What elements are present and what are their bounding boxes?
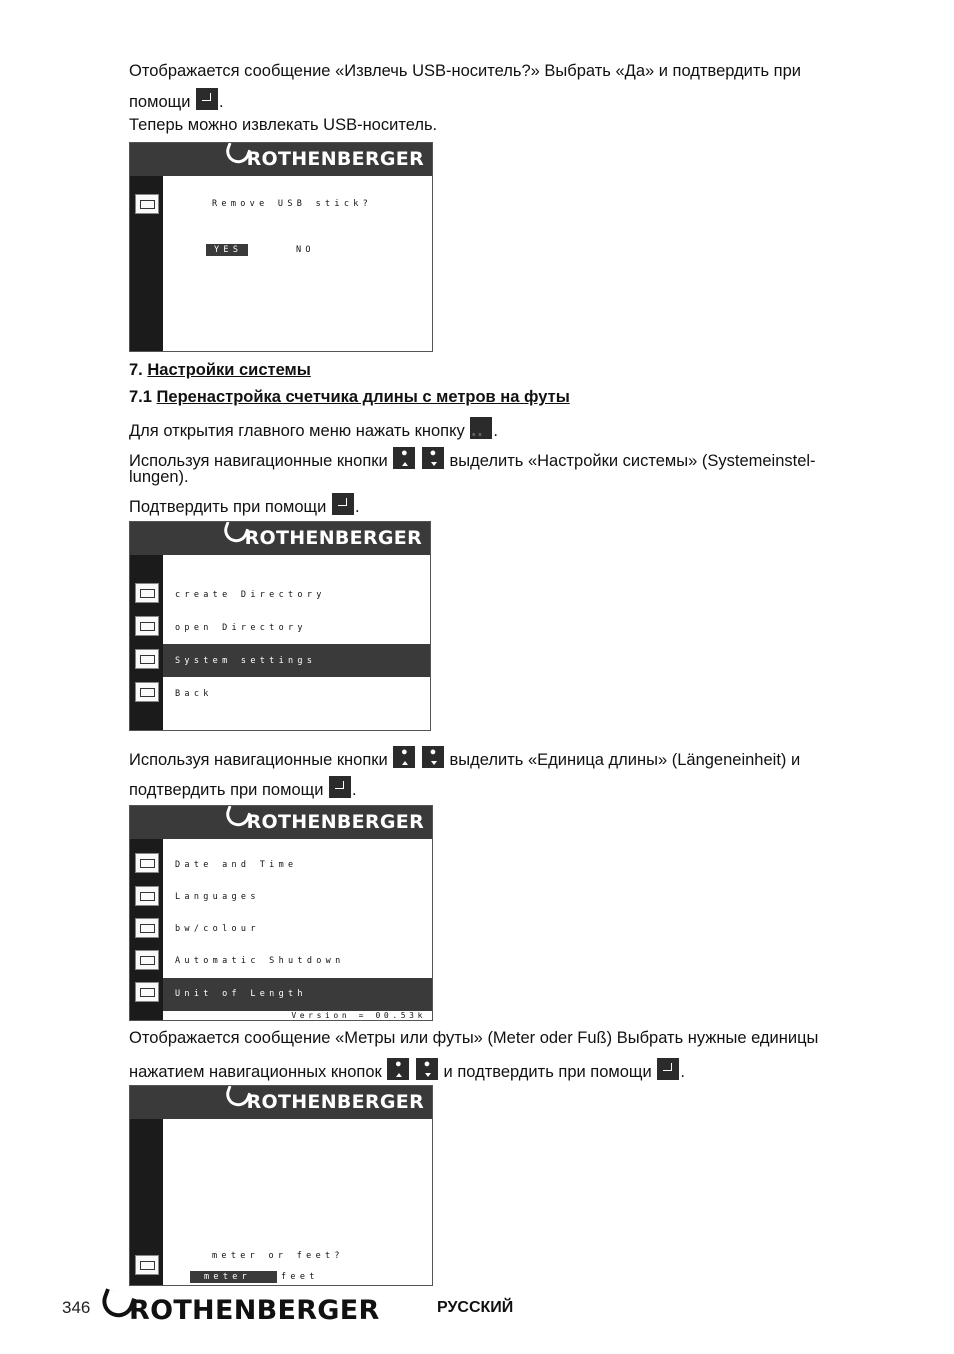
para-meters-feet-post: . bbox=[680, 1063, 685, 1081]
menu-item-unit-of-length[interactable]: Unit of Length bbox=[175, 989, 307, 999]
back-arrow-icon bbox=[135, 682, 159, 702]
feet-option[interactable]: feet bbox=[281, 1272, 319, 1282]
screen-header-bar bbox=[130, 143, 432, 176]
enter-key-icon bbox=[332, 493, 354, 515]
para-meters-feet-line-1: Отображается сообщение «Метры или футы» (Meter oder Fuß) Выбрать нужные единицы bbox=[129, 1029, 819, 1047]
nav-down-key-icon: ● bbox=[422, 447, 444, 469]
para-navigate-2 bbox=[129, 746, 800, 770]
para-navigate-2-line-2 bbox=[129, 776, 357, 800]
menu-item-bw-colour[interactable]: bw/colour bbox=[175, 924, 260, 934]
para-navigate-1-post: выделить «Настройки системы» (Systemeinstel- bbox=[449, 452, 816, 470]
menu-item-automatic-shutdown[interactable]: Automatic Shutdown bbox=[175, 956, 345, 966]
rothenberger-logo bbox=[225, 809, 424, 833]
open-directory-icon bbox=[135, 616, 159, 636]
rothenberger-logo bbox=[223, 525, 422, 549]
section-7-number: 7. bbox=[129, 361, 143, 379]
section-7-heading bbox=[129, 360, 311, 380]
logo-text: ROTHENBERGER bbox=[246, 148, 424, 170]
meter-option[interactable]: meter bbox=[190, 1271, 277, 1283]
enter-key-icon bbox=[657, 1058, 679, 1080]
screen-header-bar bbox=[130, 1086, 432, 1119]
meter-or-feet-message: meter or feet? bbox=[212, 1251, 344, 1261]
para-confirm-text: Подтвердить при помощи bbox=[129, 498, 327, 516]
clock-icon bbox=[135, 853, 159, 873]
device-screen-system-settings bbox=[129, 805, 433, 1021]
nav-up-key-icon: ● bbox=[393, 447, 415, 469]
screen-header-bar bbox=[130, 522, 430, 555]
device-screen-meter-or-feet bbox=[129, 1085, 433, 1286]
section-7-title: Настройки системы bbox=[147, 361, 311, 379]
nav-down-key-icon: ● bbox=[422, 746, 444, 768]
para-navigate-2-post: выделить «Единица длины» (Längeneinheit) и bbox=[449, 751, 801, 769]
settings-gears-icon bbox=[135, 649, 159, 669]
para-navigate-1 bbox=[129, 447, 816, 471]
unit-of-length-icon bbox=[135, 1255, 159, 1275]
remove-usb-message: Remove USB stick? bbox=[212, 199, 373, 209]
para-meters-feet-line-2 bbox=[129, 1058, 685, 1082]
intro-line-2 bbox=[129, 88, 224, 112]
para-open-menu bbox=[129, 417, 498, 441]
footer-logo-text: ROTHENBERGER bbox=[129, 1295, 380, 1326]
section-7-1-title: Перенастройка счетчика длины с метров на футы bbox=[156, 388, 570, 406]
intro-line-2-pre: помощи bbox=[129, 93, 191, 111]
menu-item-date-time[interactable]: Date and Time bbox=[175, 860, 298, 870]
footer-rothenberger-logo bbox=[101, 1293, 380, 1326]
logo-text: ROTHENBERGER bbox=[246, 811, 424, 833]
para-navigate-2-line-2-pre: подтвердить при помощи bbox=[129, 781, 324, 799]
menu-item-open-directory[interactable]: open Directory bbox=[175, 623, 307, 633]
page-number: 346 bbox=[62, 1298, 91, 1317]
logo-text: ROTHENBERGER bbox=[244, 527, 422, 549]
intro-line-3: Теперь можно извлекать USB-носитель. bbox=[129, 116, 438, 134]
screen-sidebar bbox=[130, 176, 163, 351]
yes-option[interactable]: YES bbox=[206, 244, 248, 256]
para-navigate-1-line-2: lungen). bbox=[129, 468, 189, 486]
section-7-1-number: 7.1 bbox=[129, 388, 152, 406]
power-shutdown-icon bbox=[135, 950, 159, 970]
language-flag-icon bbox=[135, 886, 159, 906]
screen-sidebar bbox=[130, 555, 163, 730]
no-option[interactable]: NO bbox=[296, 245, 315, 255]
menu-item-create-directory[interactable]: create Directory bbox=[175, 590, 326, 600]
section-7-1-heading bbox=[129, 387, 570, 407]
intro-line-2-post: . bbox=[219, 93, 224, 111]
para-open-menu-post: . bbox=[493, 422, 498, 440]
rothenberger-logo bbox=[225, 1089, 424, 1113]
screen-sidebar bbox=[130, 1119, 163, 1285]
para-navigate-2-pre: Используя навигационные кнопки bbox=[129, 751, 388, 769]
logo-text: ROTHENBERGER bbox=[246, 1091, 424, 1113]
nav-down-key-icon: ● bbox=[416, 1058, 438, 1080]
unit-of-length-icon bbox=[135, 982, 159, 1002]
menu-key-icon: ≡ ≡ bbox=[470, 417, 492, 439]
nav-up-key-icon: ● bbox=[393, 746, 415, 768]
enter-key-icon bbox=[329, 776, 351, 798]
footer-language: РУССКИЙ bbox=[437, 1299, 514, 1316]
screen-header-bar bbox=[130, 806, 432, 839]
menu-item-languages[interactable]: Languages bbox=[175, 892, 260, 902]
menu-item-back[interactable]: Back bbox=[175, 689, 213, 699]
colour-mode-icon bbox=[135, 918, 159, 938]
para-confirm-post: . bbox=[354, 498, 360, 516]
para-navigate-2-line-2-post: . bbox=[352, 781, 357, 799]
intro-line-1: Отображается сообщение «Извлечь USB-носитель?» Выбрать «Да» и подтвердить при bbox=[129, 62, 801, 80]
nav-up-key-icon: ● bbox=[387, 1058, 409, 1080]
screen-sidebar bbox=[130, 839, 163, 1020]
para-meters-feet-mid: и подтвердить при помощи bbox=[443, 1063, 652, 1081]
rothenberger-logo bbox=[225, 146, 424, 170]
usb-stick-icon bbox=[135, 194, 159, 214]
enter-key-icon bbox=[196, 88, 218, 110]
para-meters-feet-pre: нажатием навигационных кнопок bbox=[129, 1063, 382, 1081]
para-open-menu-text: Для открытия главного меню нажать кнопку bbox=[129, 422, 465, 440]
para-confirm bbox=[129, 493, 360, 517]
menu-item-system-settings[interactable]: System settings bbox=[175, 656, 317, 666]
version-label: Version = 00.53k bbox=[291, 1011, 426, 1020]
device-screen-remove-usb bbox=[129, 142, 433, 352]
para-navigate-1-pre: Используя навигационные кнопки bbox=[129, 452, 388, 470]
create-directory-icon bbox=[135, 583, 159, 603]
device-screen-main-menu bbox=[129, 521, 431, 731]
